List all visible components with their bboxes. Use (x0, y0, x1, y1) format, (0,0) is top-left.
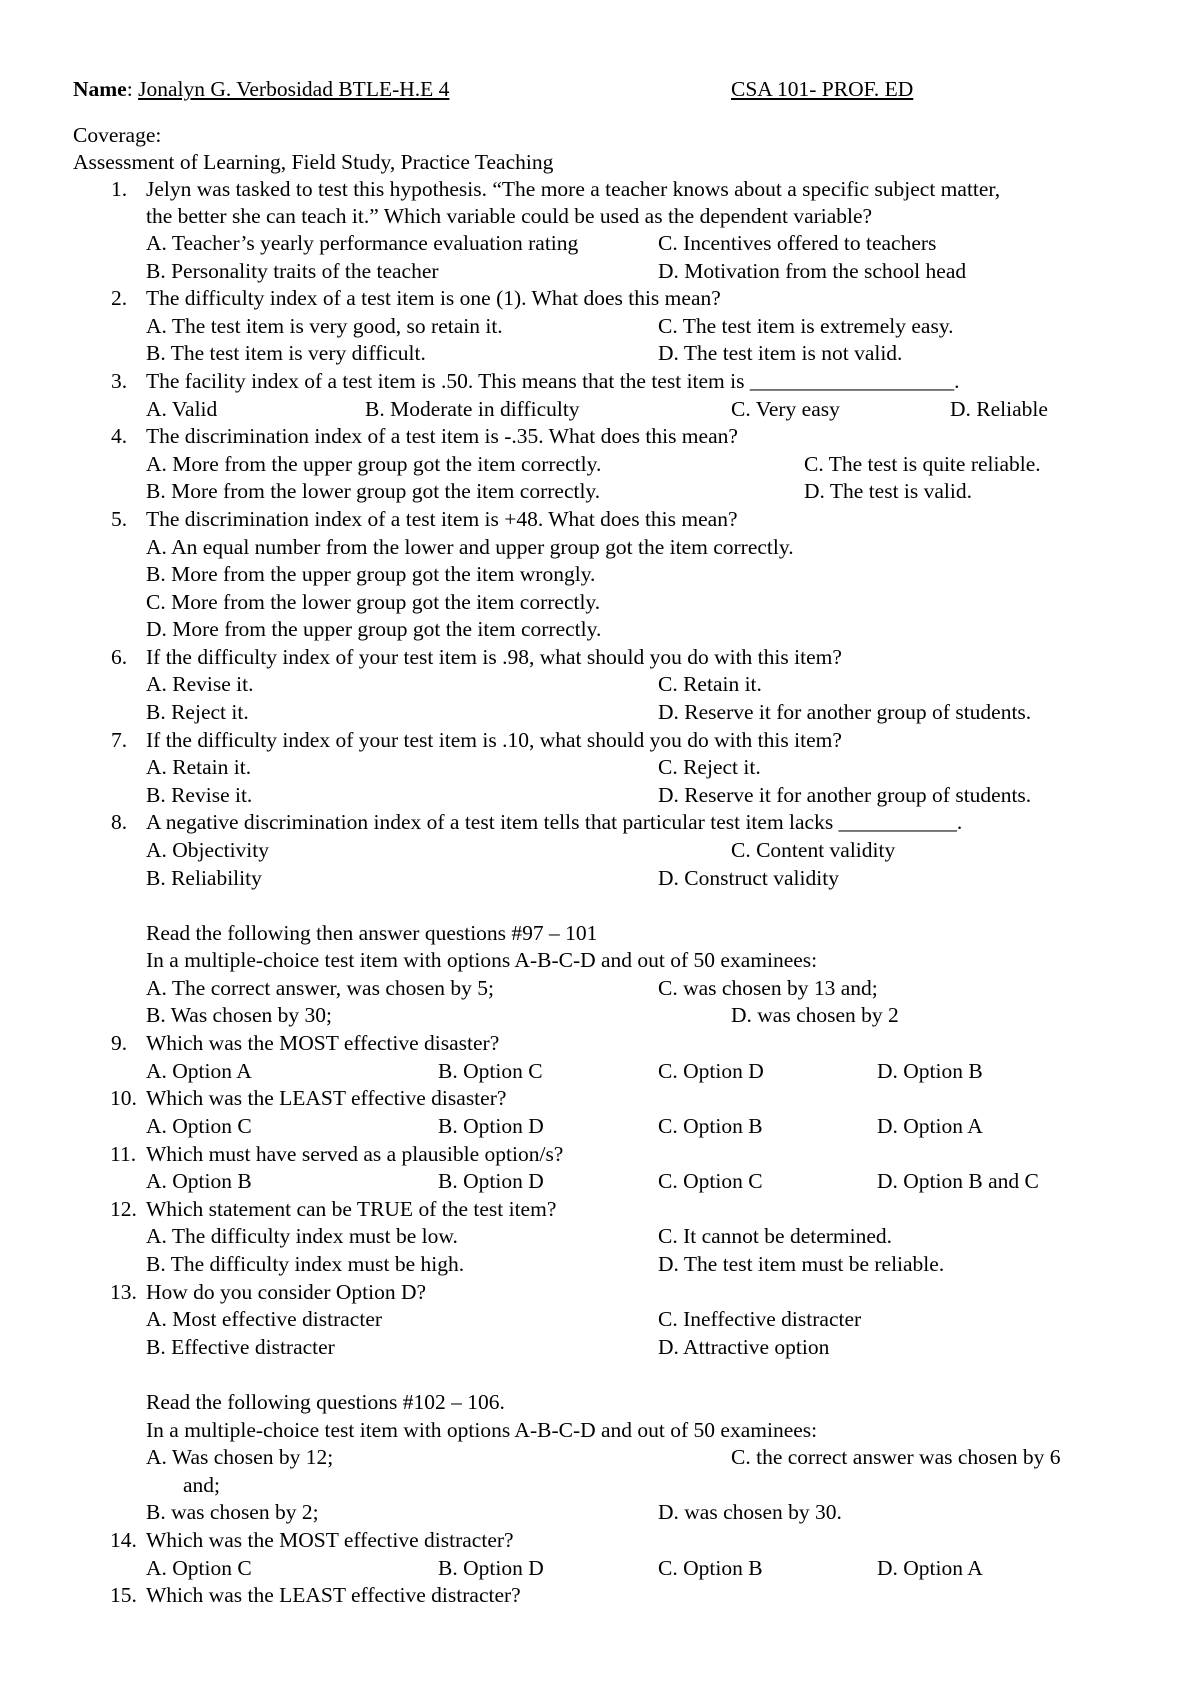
q14-option-a: A. Option C (146, 1556, 252, 1580)
q6-option-d: D. Reserve it for another group of students. (658, 700, 1032, 724)
q11-stem: Which must have served as a plausible option/s? (146, 1142, 564, 1166)
q11-option-c: C. Option C (658, 1169, 763, 1193)
q2-option-b: B. The test item is very difficult. (146, 341, 426, 365)
coverage-label: Coverage: (73, 123, 162, 147)
q14-option-c: C. Option B (658, 1556, 763, 1580)
q12-option-a: A. The difficulty index must be low. (146, 1224, 458, 1248)
q6-option-a: A. Revise it. (146, 672, 254, 696)
set2-option-d: D. was chosen by 30. (658, 1500, 842, 1524)
q10-option-b: B. Option D (438, 1114, 544, 1138)
q9-option-c: C. Option D (658, 1059, 764, 1083)
set1-option-c: C. was chosen by 13 and; (658, 976, 878, 1000)
q2-option-a: A. The test item is very good, so retain it. (146, 314, 503, 338)
q8-option-a: A. Objectivity (146, 838, 270, 862)
q9-option-d: D. Option B (877, 1059, 983, 1083)
q8-option-c: C. Content validity (731, 838, 896, 862)
q7-stem: If the difficulty index of your test item is .10, what should you do with this item? (146, 728, 842, 752)
q6-option-b: B. Reject it. (146, 700, 249, 724)
q12-stem: Which statement can be TRUE of the test item? (146, 1197, 557, 1221)
q13-stem: How do you consider Option D? (146, 1280, 427, 1304)
q3-option-c: C. Very easy (731, 397, 840, 421)
q15-number: 15. (110, 1583, 137, 1607)
q11-number: 11. (110, 1142, 137, 1166)
q14-option-d: D. Option A (877, 1556, 983, 1580)
q5-option-b: B. More from the upper group got the item wrongly. (146, 562, 596, 586)
q7-option-d: D. Reserve it for another group of students. (658, 783, 1032, 807)
q1-stem-line2: the better she can teach it.” Which variable could be used as the dependent variable? (146, 204, 873, 228)
q13-number: 13. (110, 1280, 137, 1304)
q8-number: 8. (111, 810, 128, 834)
q7-option-a: A. Retain it. (146, 755, 252, 779)
q2-option-c: C. The test item is extremely easy. (658, 314, 954, 338)
q12-option-b: B. The difficulty index must be high. (146, 1252, 465, 1276)
q6-stem: If the difficulty index of your test item is .98, what should you do with this item? (146, 645, 842, 669)
name-separator: : (126, 77, 139, 101)
q7-option-c: C. Reject it. (658, 755, 761, 779)
q7-number: 7. (111, 728, 128, 752)
name-label: Name (73, 77, 127, 101)
q12-number: 12. (110, 1197, 137, 1221)
q10-number: 10. (110, 1086, 137, 1110)
q4-option-c: C. The test is quite reliable. (804, 452, 1041, 476)
q5-option-a: A. An equal number from the lower and upper group got the item correctly. (146, 535, 794, 559)
q5-option-c: C. More from the lower group got the item correctly. (146, 590, 601, 614)
q3-option-a: A. Valid (146, 397, 218, 421)
q4-option-d: D. The test is valid. (804, 479, 973, 503)
q2-stem: The difficulty index of a test item is one (1). What does this mean? (146, 286, 721, 310)
q11-option-d: D. Option B and C (877, 1169, 1039, 1193)
q5-number: 5. (111, 507, 128, 531)
q13-option-b: B. Effective distracter (146, 1335, 335, 1359)
q1-number: 1. (111, 177, 128, 201)
q5-stem: The discrimination index of a test item is +48. What does this mean? (146, 507, 738, 531)
q15-stem: Which was the LEAST effective distracter? (146, 1583, 521, 1607)
q3-number: 3. (111, 369, 128, 393)
q9-stem: Which was the MOST effective disaster? (146, 1031, 500, 1055)
q14-option-b: B. Option D (438, 1556, 544, 1580)
coverage-topics: Assessment of Learning, Field Study, Practice Teaching (73, 150, 554, 174)
set2-option-c-line2: and; (183, 1473, 221, 1497)
set2-intro-line1: Read the following questions #102 – 106. (146, 1390, 505, 1414)
q1-option-d: D. Motivation from the school head (658, 259, 967, 283)
set1-intro-line1: Read the following then answer questions #97 – 101 (146, 921, 598, 945)
q13-option-a: A. Most effective distracter (146, 1307, 383, 1331)
q8-option-b: B. Reliability (146, 866, 262, 890)
q3-option-b: B. Moderate in difficulty (365, 397, 580, 421)
set1-option-b: B. Was chosen by 30; (146, 1003, 332, 1027)
q9-number: 9. (111, 1031, 128, 1055)
q3-stem: The facility index of a test item is .50. This means that the test item is ___________________. (146, 369, 960, 393)
q6-number: 6. (111, 645, 128, 669)
q9-option-a: A. Option A (146, 1059, 252, 1083)
q10-option-a: A. Option C (146, 1114, 252, 1138)
q1-option-b: B. Personality traits of the teacher (146, 259, 439, 283)
q14-number: 14. (110, 1528, 137, 1552)
q10-option-c: C. Option B (658, 1114, 763, 1138)
q4-number: 4. (111, 424, 128, 448)
q10-stem: Which was the LEAST effective disaster? (146, 1086, 507, 1110)
q13-option-c: C. Ineffective distracter (658, 1307, 862, 1331)
q11-option-a: A. Option B (146, 1169, 252, 1193)
q6-option-c: C. Retain it. (658, 672, 762, 696)
q12-option-d: D. The test item must be reliable. (658, 1252, 945, 1276)
set1-option-a: A. The correct answer, was chosen by 5; (146, 976, 494, 1000)
student-name: Jonalyn G. Verbosidad BTLE-H.E 4 (138, 77, 450, 101)
name-line (73, 76, 449, 102)
q1-stem-line1: Jelyn was tasked to test this hypothesis. “The more a teacher knows about a specific subject matter, (146, 177, 1001, 201)
q3-option-d: D. Reliable (950, 397, 1048, 421)
q9-option-b: B. Option C (438, 1059, 543, 1083)
q4-option-b: B. More from the lower group got the item correctly. (146, 479, 601, 503)
q5-option-d: D. More from the upper group got the item correctly. (146, 617, 602, 641)
set2-intro-line2: In a multiple-choice test item with options A-B-C-D and out of 50 examinees: (146, 1418, 818, 1442)
set2-option-b: B. was chosen by 2; (146, 1500, 319, 1524)
q8-stem: A negative discrimination index of a test item tells that particular test item lacks ___________. (146, 810, 963, 834)
q4-option-a: A. More from the upper group got the item correctly. (146, 452, 602, 476)
q2-option-d: D. The test item is not valid. (658, 341, 903, 365)
q1-option-c: C. Incentives offered to teachers (658, 231, 937, 255)
set1-option-d: D. was chosen by 2 (731, 1003, 899, 1027)
q1-option-a: A. Teacher’s yearly performance evaluation rating (146, 231, 579, 255)
q7-option-b: B. Revise it. (146, 783, 253, 807)
q11-option-b: B. Option D (438, 1169, 544, 1193)
q10-option-d: D. Option A (877, 1114, 983, 1138)
q13-option-d: D. Attractive option (658, 1335, 830, 1359)
q4-stem: The discrimination index of a test item is -.35. What does this mean? (146, 424, 738, 448)
q12-option-c: C. It cannot be determined. (658, 1224, 893, 1248)
set2-option-c-line1: C. the correct answer was chosen by 6 (731, 1445, 1061, 1469)
set2-option-a: A. Was chosen by 12; (146, 1445, 334, 1469)
course-code: CSA 101- PROF. ED (731, 77, 914, 101)
q2-number: 2. (111, 286, 128, 310)
q8-option-d: D. Construct validity (658, 866, 839, 890)
set1-intro-line2: In a multiple-choice test item with options A-B-C-D and out of 50 examinees: (146, 948, 818, 972)
q14-stem: Which was the MOST effective distracter? (146, 1528, 514, 1552)
